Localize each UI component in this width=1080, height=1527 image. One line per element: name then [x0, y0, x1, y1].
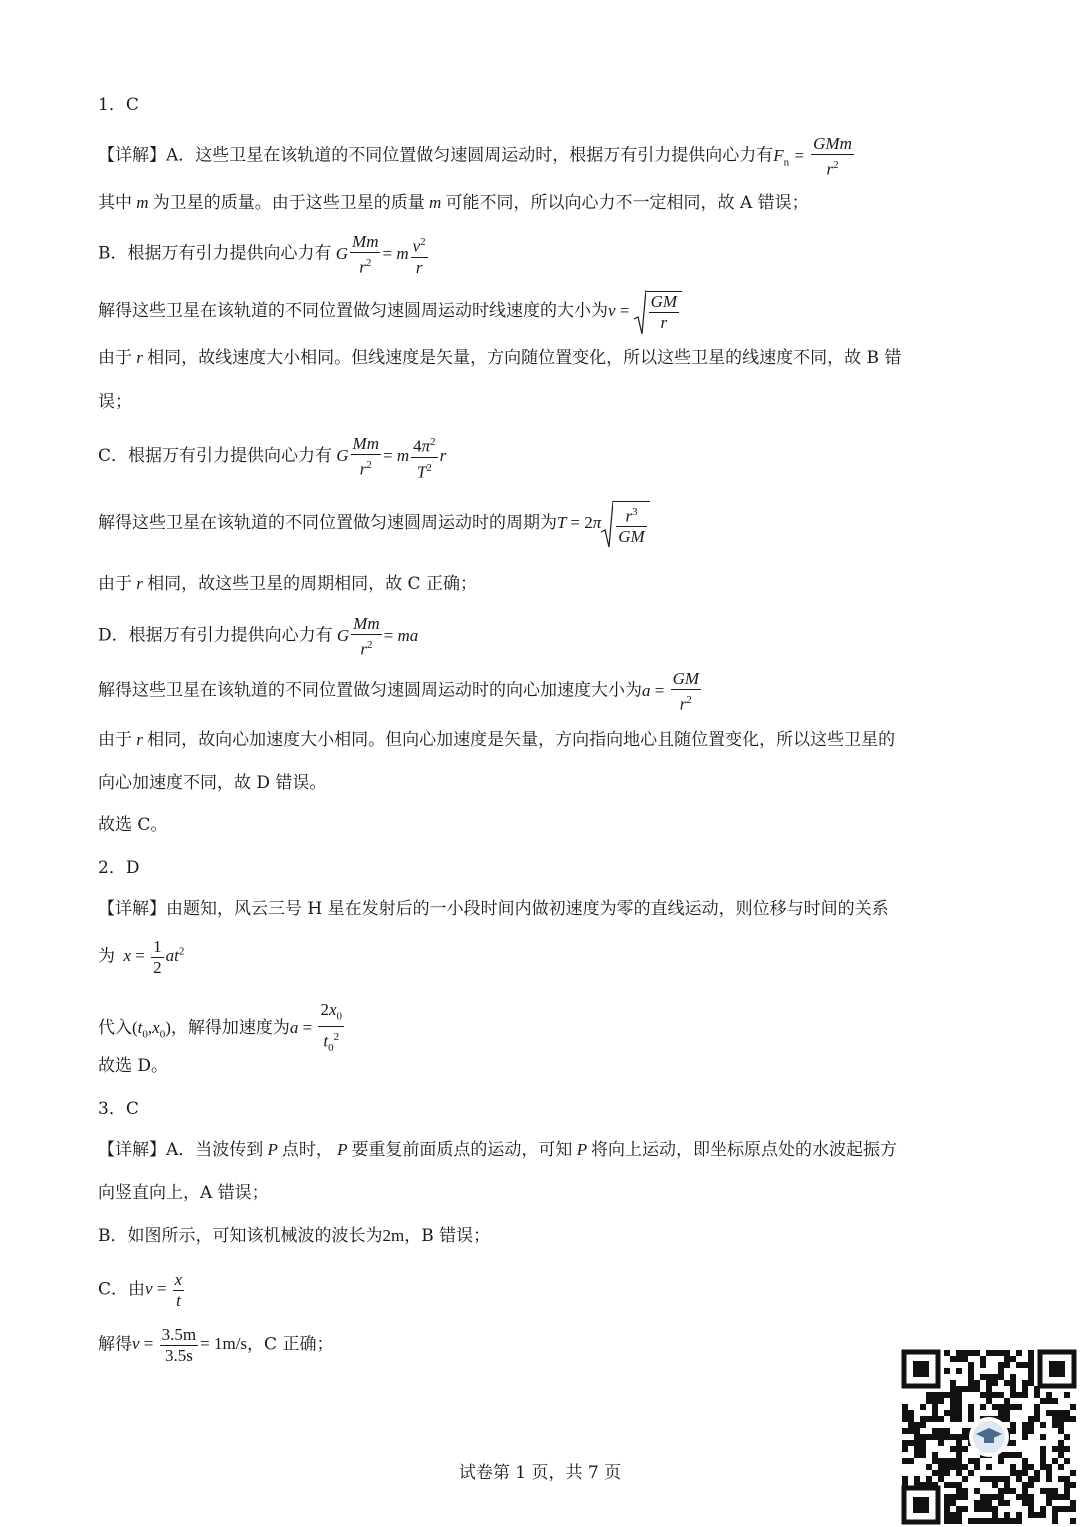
q1-b-conclusion: 由于 r 相同，故线速度大小相同。但线速度是矢量，方向随位置变化，所以这些卫星的线速度不同，故 B 错 — [98, 348, 902, 368]
q2-explanation: 【详解】由题知，风云三号 H 星在发射后的一小段时间内做初速度为零的直线运动，则位移与时间的关系 — [98, 899, 889, 919]
q2-relation: 为 x = $\frac{1}{2}$ $at^2$ — [98, 937, 185, 977]
q3-option-b: B．如图所示，可知该机械波的波长为2m，B 错误； — [98, 1226, 491, 1246]
q1-d-conclusion: 由于 r 相同，故向心加速度大小相同。但向心加速度是矢量，方向指向地心且随位置变化，所以这些卫星的 — [98, 730, 896, 750]
q1-c-period-formula: T = 2π $\frac{r^3}{GM}$ — [557, 513, 650, 532]
q2-answer: 2．D — [98, 858, 140, 878]
q3-option-a: 【详解】A．当波传到 P 点时， P 要重复前面质点的运动，可知 P 将向上运动，即坐标原点处的水波起振方 — [98, 1140, 898, 1160]
q1-a-note: 其中 m 为卫星的质量。由于这些卫星的质量 m 可能不同，所以向心力不一定相同，故 A 错误； — [98, 193, 809, 213]
q1-b-result: 解得这些卫星在该轨道的不同位置做匀速圆周运动时线速度的大小为v = $\frac{GM}{r}$ — [98, 289, 682, 335]
q2-point: $(t_0,x_0)$ — [132, 1018, 171, 1041]
q1-d-result: 解得这些卫星在该轨道的不同位置做匀速圆周运动时的向心加速度大小为a = $\frac{GM}{r^2}$ — [98, 669, 703, 715]
q1-answer: 1．C — [98, 95, 139, 115]
q1-c-conclusion: 由于 r 相同，故这些卫星的周期相同，故 C 正确； — [98, 574, 477, 594]
q1-d-acceleration-formula: a = $\frac{GM}{r^2}$ — [642, 669, 700, 714]
q1-d-formula: G $\frac{Mm}{r^2}$ = ma — [332, 614, 419, 659]
q3-c-result: 解得v = $\frac{3.5m}{3.5s}$ = 1m/s，C 正确； — [98, 1325, 334, 1365]
q1-b-velocity-formula: v = $\frac{GM}{r}$ — [608, 301, 682, 320]
page-footer: 试卷第 1 页，共 7 页 — [458, 1463, 622, 1483]
q1-option-d: D．根据万有引力提供向心力有 G $\frac{Mm}{r^2}$ = ma — [98, 614, 419, 659]
q1-d-conclusion-2: 向心加速度不同，故 D 错误。 — [98, 773, 327, 793]
qr-code-icon — [900, 1348, 1078, 1526]
q1-b-conclusion-2: 误； — [98, 392, 132, 412]
q1-c-formula: G $\frac{Mm}{r^2}$ = m $\frac{4\pi^2}{T^2}$ r — [332, 446, 446, 465]
q1-b-formula: G $\frac{Mm}{r^2}$ = m $\frac{v^2}{r}$ — [331, 232, 426, 277]
q3-option-c: C．由v = $\frac{x}{t}$ — [98, 1270, 186, 1311]
q2-substitution: 代入$(t_0,x_0)$，解得加速度为a = $\frac{2x_0}{t_0^2}$ — [98, 1000, 346, 1058]
q2-choice: 故选 D。 — [98, 1056, 169, 1076]
q1-choice: 故选 C。 — [98, 815, 168, 835]
q1-c-result: 解得这些卫星在该轨道的不同位置做匀速圆周运动时的周期为T = 2π $\frac{r^3}{GM}$ — [98, 500, 650, 548]
q2-acceleration-formula: a = $\frac{2x_0}{t_0^2}$ — [289, 1000, 343, 1055]
q2-relation-formula: x = $\frac{1}{2}$ $at^2$ — [115, 937, 185, 977]
q3-c-result-formula: v = $\frac{3.5m}{3.5s}$ = 1m/s — [132, 1325, 248, 1365]
q3-answer: 3．C — [98, 1099, 139, 1119]
q1-option-b: B．根据万有引力提供向心力有 G $\frac{Mm}{r^2}$ = m $\frac{v^2}{r}$ — [98, 232, 430, 278]
q1-option-a — [98, 134, 856, 180]
q1-a-formula: $F_n$ = $\frac{\text{GMm}}{r^2}$ — [773, 134, 852, 179]
q1-a-text: 【详解】A．这些卫星在该轨道的不同位置做匀速圆周运动时，根据万有引力提供向心力有 — [98, 145, 774, 166]
q3-option-a-2: 向竖直向上，A 错误； — [98, 1183, 269, 1203]
q1-option-c: C．根据万有引力提供向心力有 G $\frac{Mm}{r^2}$ = m $\frac{4\pi^2}{T^2}$ r — [98, 432, 446, 482]
q3-c-formula: v = $\frac{x}{t}$ — [145, 1270, 183, 1310]
